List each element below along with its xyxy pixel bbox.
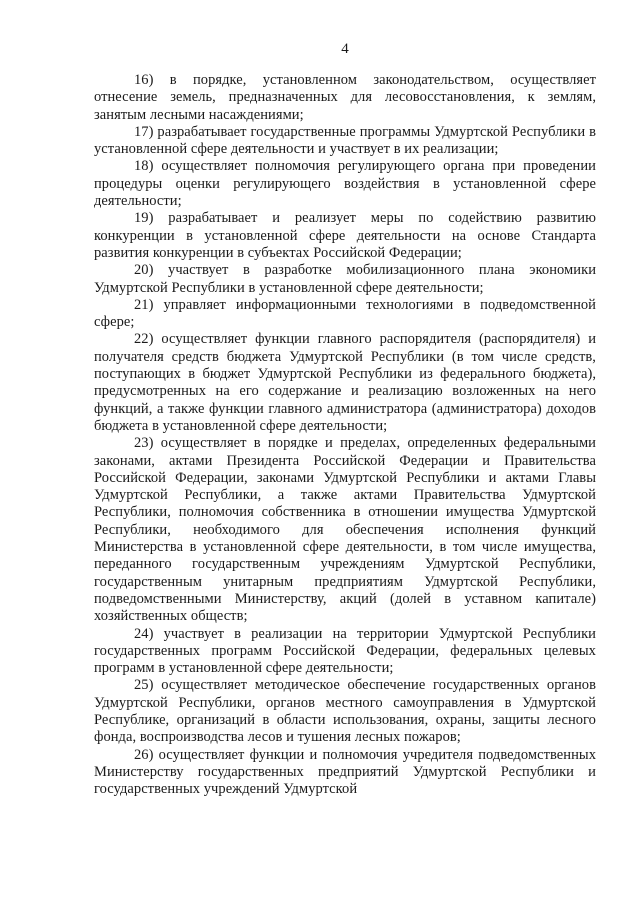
list-item: 20) участвует в разработке мобилизационного плана экономики Удмуртской Республики в установленной сфере деятельности; [94, 262, 596, 296]
list-item: 26) осуществляет функции и полномочия учредителя подведомственных Министерству государственных предприятий Удмуртской Республики и государственных учреждений Удмуртской [94, 746, 596, 798]
list-item: 22) осуществляет функции главного распорядителя (распорядителя) и получателя средств бюджета Удмуртской Республики (в том числе средств, поступающих в бюджет Удмуртской Республики из федерального бюджета), предусмотренных на его содержание и реализацию возложенных на него функций, а также функции главного администратора (администратора) доходов бюджета в установленной сфере деятельности; [94, 331, 596, 434]
list-item: 17) разрабатывает государственные программы Удмуртской Республики в установленной сфере деятельности и участвует в их реализации; [94, 123, 596, 158]
list-item: 16) в порядке, установленном законодательством, осуществляет отнесение земель, предназначенных для лесовосстановления, к землям, занятым лесными насаждениями; [94, 72, 596, 123]
list-item: 24) участвует в реализации на территории Удмуртской Республики государственных программ Российской Федерации, федеральных целевых программ в установленной сфере деятельности; [94, 625, 596, 677]
list-item: 23) осуществляет в порядке и пределах, определенных федеральными законами, актами Президента Российской Федерации и Правительства Российской Федерации, законами Удмуртской Республики и актами Главы Удмуртской Республики, а также актами Правительства Удмуртской Республики, полномочия собственника в отношении имущества Удмуртской Республики, необходимого для обеспечения исполнения функций Министерства в установленной сфере деятельности, в том числе имущества, переданного государственным учреждениям Удмуртской Республики, государственным унитарным предприятиям Удмуртской Республики, подведомственными Министерству, акций (долей в уставном капитале) хозяйственных обществ; [94, 435, 596, 625]
list-item: 21) управляет информационными технологиями в подведомственной сфере; [94, 296, 596, 331]
page-number: 4 [341, 41, 349, 57]
list-item: 25) осуществляет методическое обеспечение государственных органов Удмуртской Республики, органов местного самоуправления в Удмуртской Республике, организаций в области использования, охраны, защиты лесного фонда, воспроизводства лесов и тушения лесных пожаров; [94, 677, 596, 746]
list-item: 19) разрабатывает и реализует меры по содействию развитию конкуренции в установленной сфере деятельности на основе Стандарта развития конкуренции в субъектах Российской Федерации; [94, 210, 596, 261]
document-body [94, 72, 596, 798]
list-item: 18) осуществляет полномочия регулирующего органа при проведении процедуры оценки регулирующего воздействия в установленной сфере деятельности; [94, 158, 596, 210]
